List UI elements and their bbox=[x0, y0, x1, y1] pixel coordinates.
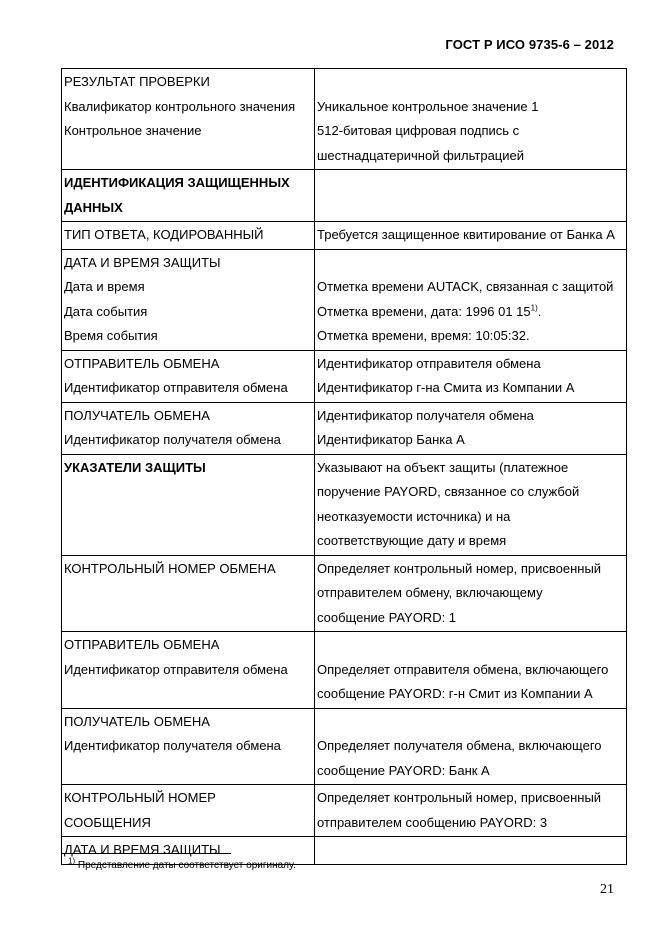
cell-text: Идентификатор получателя обмена bbox=[64, 738, 281, 753]
field-name-cell bbox=[62, 785, 315, 837]
cell-text: Время события bbox=[64, 328, 158, 343]
cell-text: ПОЛУЧАТЕЛЬ ОБМЕНА bbox=[64, 713, 210, 729]
field-value-line bbox=[317, 119, 624, 144]
cell-text: Идентификатор отправителя обмена bbox=[64, 661, 288, 677]
field-value-cell bbox=[315, 222, 627, 250]
cell-text: Идентификатор г-на Смита из Компании А bbox=[317, 380, 575, 395]
cell-text: ИДЕНТИФИКАЦИЯ ЗАЩИЩЕННЫХ bbox=[64, 175, 290, 190]
field-value-cell bbox=[315, 350, 627, 402]
field-value-line bbox=[317, 251, 624, 276]
cell-text: ПОЛУЧАТЕЛЬ ОБМЕНА bbox=[64, 407, 210, 423]
cell-text: Определяет получателя обмена, включающего bbox=[317, 738, 602, 753]
empty-line bbox=[64, 606, 312, 631]
cell-text: ДАТА И ВРЕМЯ ЗАЩИТЫ bbox=[64, 842, 221, 857]
field-value-cell bbox=[315, 708, 627, 785]
field-value-line bbox=[317, 505, 624, 530]
field-value-line bbox=[317, 529, 624, 554]
field-name-line bbox=[64, 223, 312, 248]
field-value-line bbox=[317, 70, 624, 95]
cell-text: отправителем обмену, включающему bbox=[317, 585, 543, 600]
cell-text: . bbox=[537, 303, 542, 319]
field-value-cell bbox=[315, 555, 627, 632]
field-name-cell bbox=[62, 632, 315, 709]
document-header: ГОСТ Р ИСО 9735-6 – 2012 bbox=[445, 37, 614, 52]
empty-line bbox=[64, 505, 312, 530]
cell-text: неотказуемости источника) и на bbox=[317, 508, 511, 524]
field-value-line bbox=[317, 734, 624, 759]
cell-text: КОНТРОЛЬНЫЙ НОМЕР ОБМЕНА bbox=[64, 560, 276, 576]
field-name-line bbox=[64, 456, 312, 481]
cell-text: Идентификатор отправителя обмена bbox=[317, 355, 541, 371]
cell-text: Идентификатор получателя обмена bbox=[64, 432, 281, 447]
cell-text: Идентификатор получателя обмена bbox=[317, 407, 534, 423]
cell-text: Отметка времени AUTACK, связанная с защитой bbox=[317, 279, 614, 294]
field-value-line bbox=[317, 376, 624, 401]
field-value-cell bbox=[315, 454, 627, 555]
table-row bbox=[62, 555, 627, 632]
field-name-line bbox=[64, 352, 312, 377]
cell-text: РЕЗУЛЬТАТ ПРОВЕРКИ bbox=[64, 74, 210, 89]
field-value-line bbox=[317, 710, 624, 735]
cell-text: Контрольное значение bbox=[64, 123, 202, 138]
cell-text: соответствующие дату и время bbox=[317, 533, 507, 548]
table-row bbox=[62, 708, 627, 785]
field-name-line bbox=[64, 275, 312, 300]
field-value-line bbox=[317, 682, 624, 707]
cell-text: УКАЗАТЕЛИ ЗАЩИТЫ bbox=[64, 459, 206, 475]
field-value-line bbox=[317, 759, 624, 784]
footnote-divider bbox=[61, 853, 231, 854]
cell-text: СООБЩЕНИЯ bbox=[64, 814, 151, 830]
empty-line bbox=[317, 171, 624, 196]
field-name-line bbox=[64, 428, 312, 453]
cell-text: Определяет отправителя обмена, включающего bbox=[317, 661, 609, 677]
cell-text: Дата события bbox=[64, 303, 148, 319]
empty-line bbox=[64, 529, 312, 554]
field-name-cell bbox=[62, 402, 315, 454]
field-value-line bbox=[317, 275, 624, 300]
field-name-cell bbox=[62, 555, 315, 632]
field-name-line bbox=[64, 710, 312, 735]
cell-text: Определяет контрольный номер, присвоенный bbox=[317, 560, 602, 576]
footnote-reference: 1) bbox=[530, 303, 538, 313]
field-name-cell bbox=[62, 454, 315, 555]
footnote-text: Представление даты соответствует оригиналу. bbox=[75, 860, 296, 871]
cell-text: ДАННЫХ bbox=[64, 199, 123, 215]
field-name-cell bbox=[62, 69, 315, 170]
page-number: 21 bbox=[600, 882, 614, 897]
field-name-line bbox=[64, 95, 312, 120]
field-name-line bbox=[64, 376, 312, 401]
cell-text: Отметка времени, дата: 1996 01 15 bbox=[317, 303, 531, 319]
field-value-line bbox=[317, 480, 624, 505]
empty-line bbox=[64, 144, 312, 169]
field-value-line bbox=[317, 324, 624, 349]
cell-text: ОТПРАВИТЕЛЬ ОБМЕНА bbox=[64, 355, 220, 371]
table-row bbox=[62, 249, 627, 350]
field-value-line bbox=[317, 144, 624, 169]
footnote bbox=[68, 856, 296, 871]
cell-text: 512-битовая цифровая подпись с bbox=[317, 123, 520, 138]
field-value-cell bbox=[315, 402, 627, 454]
empty-line bbox=[64, 480, 312, 505]
field-name-line bbox=[64, 658, 312, 683]
empty-line bbox=[317, 196, 624, 221]
table-row bbox=[62, 454, 627, 555]
field-value-line bbox=[317, 633, 624, 658]
cell-text: Требуется защищенное квитирование от Банка А bbox=[317, 227, 615, 242]
field-name-cell bbox=[62, 222, 315, 250]
field-value-line bbox=[317, 300, 624, 325]
table-row bbox=[62, 402, 627, 454]
field-value-cell bbox=[315, 170, 627, 222]
field-value-line bbox=[317, 658, 624, 683]
field-value-cell bbox=[315, 632, 627, 709]
cell-text: ДАТА И ВРЕМЯ ЗАЩИТЫ bbox=[64, 254, 221, 270]
field-value-cell bbox=[315, 785, 627, 837]
empty-line bbox=[64, 759, 312, 784]
cell-text: Дата и время bbox=[64, 279, 145, 294]
table-row bbox=[62, 69, 627, 170]
table-row bbox=[62, 632, 627, 709]
cell-text: ОТПРАВИТЕЛЬ ОБМЕНА bbox=[64, 637, 220, 652]
empty-line bbox=[64, 581, 312, 606]
field-name-line bbox=[64, 811, 312, 836]
cell-text: сообщение PAYORD: Банк А bbox=[317, 762, 490, 778]
field-name-line bbox=[64, 557, 312, 582]
footnote-marker: 1) bbox=[68, 856, 76, 866]
cell-text: Квалификатор контрольного значения bbox=[64, 98, 296, 114]
cell-text: ТИП ОТВЕТА, КОДИРОВАННЫЙ bbox=[64, 227, 264, 242]
field-name-line bbox=[64, 633, 312, 658]
cell-text: Отметка времени, время: 10:05:32. bbox=[317, 328, 530, 343]
cell-text: КОНТРОЛЬНЫЙ НОМЕР bbox=[64, 790, 216, 805]
field-value-line bbox=[317, 581, 624, 606]
field-name-line bbox=[64, 171, 312, 196]
cell-text: сообщение PAYORD: г-н Смит из Компании А bbox=[317, 686, 593, 701]
cell-text: Идентификатор Банка А bbox=[317, 432, 465, 447]
field-name-line bbox=[64, 196, 312, 221]
table-row bbox=[62, 170, 627, 222]
cell-text: отправителем сообщению PAYORD: 3 bbox=[317, 814, 548, 830]
field-value-line bbox=[317, 456, 624, 481]
field-value-cell bbox=[315, 837, 627, 865]
field-name-cell bbox=[62, 249, 315, 350]
table-row bbox=[62, 785, 627, 837]
field-value-line bbox=[317, 557, 624, 582]
table-row bbox=[62, 222, 627, 250]
field-value-line bbox=[317, 428, 624, 453]
field-value-line bbox=[317, 223, 624, 248]
field-value-line bbox=[317, 606, 624, 631]
field-value-cell bbox=[315, 69, 627, 170]
cell-text: Определяет контрольный номер, присвоенный bbox=[317, 790, 602, 805]
field-name-cell bbox=[62, 170, 315, 222]
cell-text: Идентификатор отправителя обмена bbox=[64, 380, 288, 395]
cell-text: шестнадцатеричной фильтрацией bbox=[317, 147, 524, 163]
field-value-line bbox=[317, 811, 624, 836]
cell-text: Указывают на объект защиты (платежное bbox=[317, 459, 569, 475]
field-name-line bbox=[64, 324, 312, 349]
field-name-line bbox=[64, 70, 312, 95]
field-name-line bbox=[64, 786, 312, 811]
empty-line bbox=[64, 682, 312, 707]
field-value-line bbox=[317, 786, 624, 811]
field-name-line bbox=[64, 300, 312, 325]
field-name-line bbox=[64, 734, 312, 759]
field-name-cell bbox=[62, 350, 315, 402]
table-row bbox=[62, 350, 627, 402]
field-value-line bbox=[317, 95, 624, 120]
field-value-cell bbox=[315, 249, 627, 350]
field-value-line bbox=[317, 404, 624, 429]
field-name-line bbox=[64, 119, 312, 144]
cell-text: поручение PAYORD, связанное со службой bbox=[317, 484, 580, 499]
field-name-cell bbox=[62, 708, 315, 785]
field-name-line bbox=[64, 838, 312, 863]
field-name-line bbox=[64, 251, 312, 276]
cell-text: сообщение PAYORD: 1 bbox=[317, 609, 457, 625]
field-value-line bbox=[317, 352, 624, 377]
cell-text: Уникальное контрольное значение 1 bbox=[317, 98, 539, 114]
security-data-table bbox=[61, 68, 627, 865]
field-name-line bbox=[64, 404, 312, 429]
empty-line bbox=[317, 838, 624, 863]
